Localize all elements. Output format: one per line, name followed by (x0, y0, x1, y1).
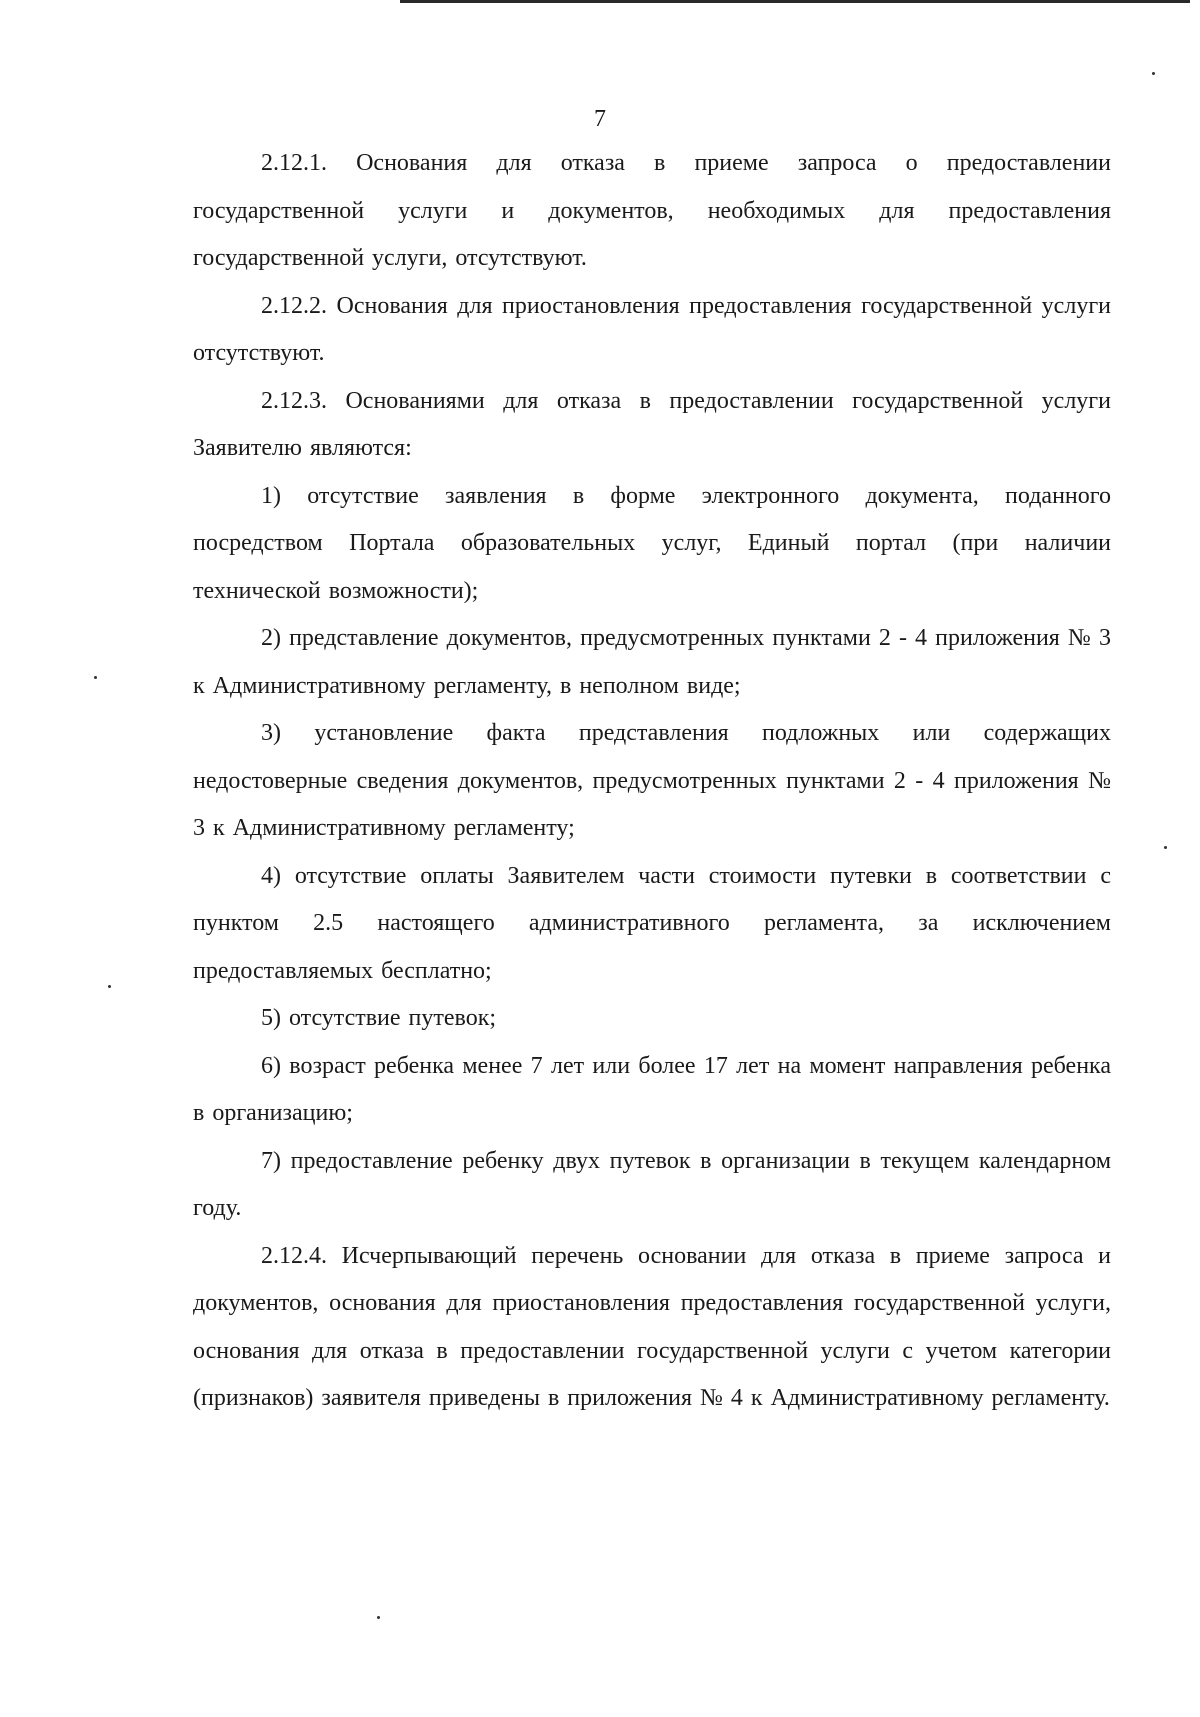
scan-speck (108, 985, 111, 988)
page-number: 7 (594, 106, 606, 132)
list-item-2: 2) представление документов, предусмотренных пунктами 2 - 4 приложения № 3 к Административному регламенту, в неполном виде; (193, 625, 1111, 699)
top-border-line (400, 0, 1190, 3)
document-body (193, 140, 1111, 1423)
list-item-6: 6) возраст ребенка менее 7 лет или более 17 лет на момент направления ребенка в организацию; (193, 1052, 1111, 1126)
paragraph-2-12-3: 2.12.3. Основаниями для отказа в предоставлении государственной услуги Заявителю являются: (193, 387, 1111, 461)
scan-speck (94, 676, 97, 679)
paragraph-2-12-1: 2.12.1. Основания для отказа в приеме запроса о предоставлении государственной услуги и документов, необходимых для предоставления государственной услуги, отсутствуют. (193, 150, 1111, 271)
list-item-5: 5) отсутствие путевок; (261, 1005, 497, 1031)
list-item-3: 3) установление факта представления подложных или содержащих недостоверные сведения документов, предусмотренных пунктами 2 - 4 приложения № 3 к Административному регламенту; (193, 720, 1111, 841)
paragraph-2-12-4: 2.12.4. Исчерпывающий перечень основании для отказа в приеме запроса и документов, основания для приостановления предоставления государственной услуги, основания для отказа в предоставлении государственной услуги с учетом категории (признаков) заявителя приведены в приложения № 4 к Административному регламенту. (193, 1242, 1111, 1411)
list-item-7: 7) предоставление ребенку двух путевок в организации в текущем календарном году. (193, 1147, 1111, 1221)
paragraph-2-12-2: 2.12.2. Основания для приостановления предоставления государственной услуги отсутствуют. (193, 292, 1111, 366)
scan-speck (1164, 846, 1167, 849)
list-item-4: 4) отсутствие оплаты Заявителем части стоимости путевки в соответствии с пунктом 2.5 настоящего административного регламента, за исключением предоставляемых бесплатно; (193, 862, 1111, 984)
scan-speck (377, 1616, 380, 1619)
list-item-1: 1) отсутствие заявления в форме электронного документа, поданного посредством Портала образовательных услуг, Единый портал (при наличии технической возможности); (193, 482, 1111, 604)
scan-speck (1152, 72, 1155, 75)
